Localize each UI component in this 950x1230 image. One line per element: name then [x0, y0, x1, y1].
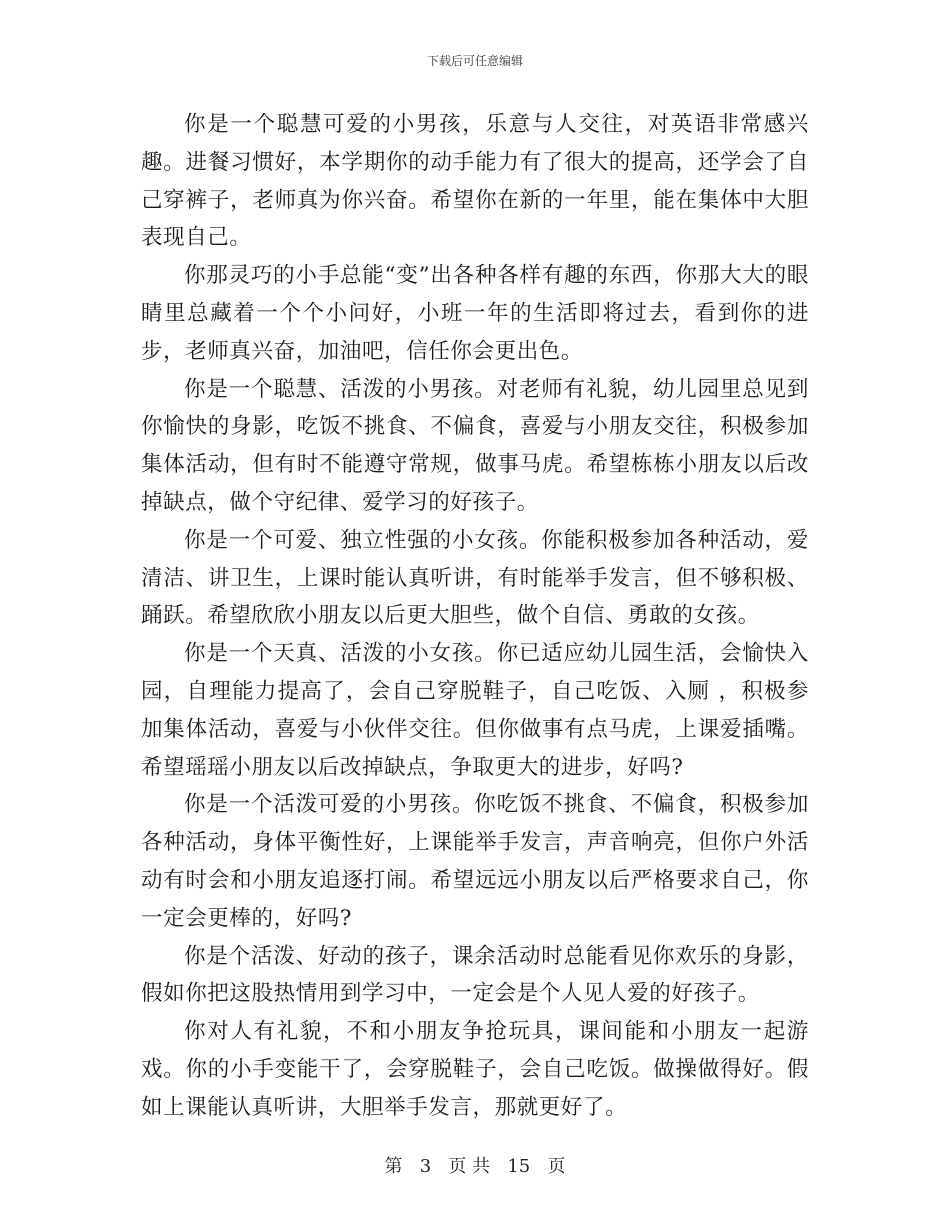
footer-current-page: 3	[419, 1156, 432, 1177]
footer-label-of: 页 共	[448, 1156, 491, 1177]
footer-label-end: 页	[547, 1156, 566, 1177]
paragraph-3: 你是一个聪慧、活泼的小男孩。对老师有礼貌，幼儿园里总见到你愉快的身影，吃饭不挑食、不偏食，喜爱与小朋友交往，积极参加集体活动，但有时不能遵守常规，做事马虎。希望栋栋小朋友以后改掉缺点，做个守纪律、爱学习的好孩子。	[141, 376, 809, 515]
footer-label-page: 第	[384, 1156, 403, 1177]
paragraph-7: 你是个活泼、好动的孩子，课余活动时总能看见你欢乐的身影，假如你把这股热情用到学习中，一定会是个人见人爱的好孩子。	[141, 943, 809, 1007]
paragraph-6: 你是一个活泼可爱的小男孩。你吃饭不挑食、不偏食，积极参加各种活动，身体平衡性好，上课能举手发言，声音响亮，但你户外活动有时会和小朋友追逐打闹。希望远远小朋友以后严格要求自己，你一定会更棒的，好吗?	[141, 792, 809, 931]
paragraph-8: 你对人有礼貌，不和小朋友争抢玩具，课间能和小朋友一起游戏。你的小手变能干了，会穿脱鞋子，会自己吃饭。做操做得好。假如上课能认真听讲，大胆举手发言，那就更好了。	[141, 1019, 809, 1120]
paragraph-1: 你是一个聪慧可爱的小男孩，乐意与人交往，对英语非常感兴趣。进餐习惯好，本学期你的动手能力有了很大的提高，还学会了自己穿裤子，老师真为你兴奋。希望你在新的一年里，能在集体中大胆表现自己。	[141, 112, 809, 251]
footer-total-pages: 15	[507, 1156, 531, 1177]
paragraph-2: 你那灵巧的小手总能“变”出各种各样有趣的东西，你那大大的眼睛里总藏着一个个小问好，小班一年的生活即将过去，看到你的进步，老师真兴奋，加油吧，信任你会更出色。	[141, 263, 809, 364]
paragraph-5: 你是一个天真、活泼的小女孩。你已适应幼儿园生活，会愉快入园，自理能力提高了，会自己穿脱鞋子，自己吃饭、入厕 ，积极参加集体活动，喜爱与小伙伴交往。但你做事有点马虎，上课爱插嘴。希望瑶瑶小朋友以后改掉缺点，争取更大的进步，好吗?	[141, 641, 809, 780]
page-number-footer	[0, 1152, 950, 1178]
document-body	[141, 106, 809, 1127]
paragraph-4: 你是一个可爱、独立性强的小女孩。你能积极参加各种活动，爱清洁、讲卫生，上课时能认真听讲，有时能举手发言，但不够积极、踊跃。希望欣欣小朋友以后更大胆些，做个自信、勇敢的女孩。	[141, 527, 809, 629]
header-note: 下载后可任意编辑	[426, 54, 523, 68]
